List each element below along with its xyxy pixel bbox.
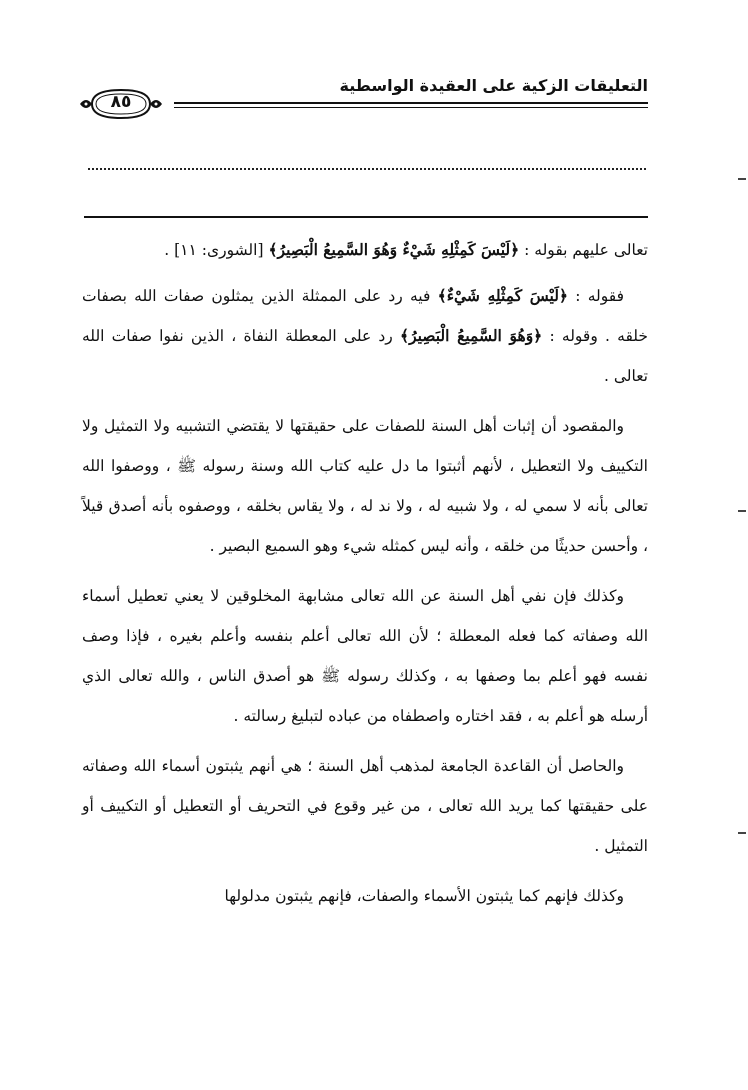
page-number: ٨٥	[110, 92, 132, 112]
section-separator	[84, 216, 648, 218]
dotted-divider	[88, 168, 646, 170]
paragraph-2	[82, 276, 648, 396]
running-header	[78, 70, 648, 130]
paragraph-2-post: رد على المعطلة النفاة ، الذين نفوا صفات الله تعالى .	[82, 327, 648, 385]
page-number-ornament	[78, 84, 164, 124]
paragraph-2-pre: فقوله :	[575, 287, 624, 305]
paragraph-1-pre: تعالى عليهم بقوله :	[524, 241, 648, 259]
header-rule-thick	[174, 102, 648, 104]
header-rule-thin	[174, 107, 648, 108]
scan-edge-mark	[738, 178, 746, 180]
verse-reference: [الشورى: ١١] .	[164, 241, 264, 259]
paragraph-4-text: وكذلك فإن نفي أهل السنة عن الله تعالى مشابهة المخلوقين لا يعني تعطيل أسماء الله وصفاته كما فعله المعطلة ؛ لأن الله تعالى أعلم بنفسه وأعلم بغيره ، فإذا وصف نفسه فهو أعلم بما وصفها به ، وكذلك رسوله ﷺ هو أصدق الناس ، والله تعالى الذي أرسله هو أعلم به ، فقد اختاره واصطفاه من عباده لتبليغ رسالته .	[82, 587, 648, 725]
paragraph-6-text: وكذلك فإنهم كما يثبتون الأسماء والصفات، فإنهم يثبتون مدلولها	[224, 887, 624, 905]
paragraph-2-mid: فيه رد على الممثلة الذين يمثلون صفات الله بصفات خلقه . وقوله :	[82, 287, 648, 345]
paragraph-4	[82, 576, 648, 736]
running-header-title: التعليقات الزكية على العقيدة الواسطية	[339, 76, 648, 95]
paragraph-1	[82, 230, 648, 270]
paragraph-3-text: والمقصود أن إثبات أهل السنة للصفات على حقيقتها لا يقتضي التشبيه ولا التمثيل ولا التكييف ولا التعطيل ، لأنهم أثبتوا ما دل عليه كتاب الله وسنة رسوله ﷺ ، ووصفوا الله تعالى بأنه لا سمي له ، ولا شبيه له ، ولا ند له ، ولا يقاس بخلقه ، ووصفوه بأنه أصدق قيلاً ، وأحسن حديثًا من خلقه ، وأنه ليس كمثله شيء وهو السميع البصير .	[82, 417, 648, 555]
quran-verse: ﴿وَهُوَ السَّمِيعُ الْبَصِيرُ﴾	[399, 326, 543, 345]
paragraph-3	[82, 406, 648, 566]
paragraph-5	[82, 746, 648, 866]
paragraph-5-text: والحاصل أن القاعدة الجامعة لمذهب أهل السنة ؛ هي أنهم يثبتون أسماء الله وصفاته على حقيقتها كما يريد الله تعالى ، من غير وقوع في التحريف أو التعطيل أو التكييف أو التمثيل .	[82, 757, 648, 855]
scan-edge-mark	[738, 832, 746, 834]
quran-verse: ﴿لَيْسَ كَمِثْلِهِ شَيْءٌ وَهُوَ السَّمِيعُ الْبَصِيرُ﴾	[268, 240, 520, 259]
body-text	[82, 230, 648, 926]
scan-edge-mark	[738, 510, 746, 512]
paragraph-6	[82, 876, 648, 916]
quran-verse: ﴿لَيْسَ كَمِثْلِهِ شَيْءٌ﴾	[437, 286, 569, 305]
